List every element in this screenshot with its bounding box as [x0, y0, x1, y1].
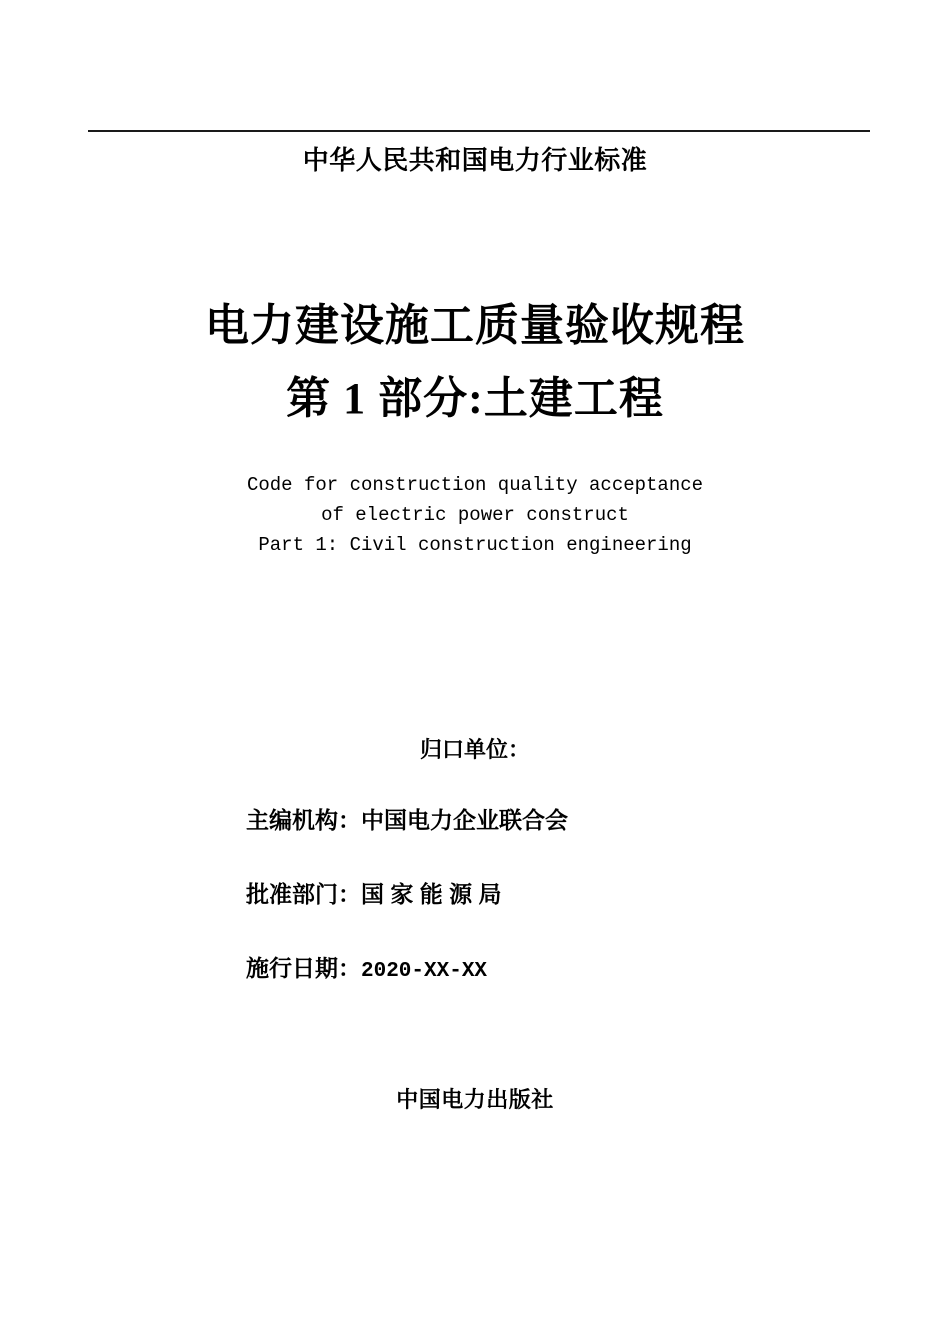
english-title [0, 470, 950, 560]
implementation-date-value: 2020-XX-XX [361, 960, 488, 983]
approval-department-line [246, 881, 846, 908]
english-title-line-3: Part 1: Civil construction engineering [258, 534, 692, 556]
chief-editor-label: 主编机构： [246, 807, 361, 833]
standard-class-label: 中华人民共和国电力行业标准 [302, 145, 648, 175]
chief-editor-value: 中国电力企业联合会 [361, 807, 568, 833]
english-title-line-2: of electric power construct [321, 504, 629, 526]
approval-department-label: 批准部门： [246, 881, 361, 907]
centralized-unit-label: 归口单位： [419, 737, 530, 762]
info-fields [246, 807, 846, 985]
publisher-name: 中国电力出版社 [396, 1087, 554, 1112]
chief-editor-line [246, 807, 846, 834]
implementation-date-label: 施行日期： [246, 955, 361, 981]
header-rule [88, 130, 870, 132]
title-line-1: 电力建设施工质量验收规程 [205, 301, 745, 350]
approval-department-value: 国 家 能 源 局 [361, 881, 502, 907]
implementation-date-line [246, 955, 846, 985]
title-line-2: 第 1 部分:土建工程 [286, 374, 664, 423]
english-title-line-1: Code for construction quality acceptance [246, 474, 704, 496]
